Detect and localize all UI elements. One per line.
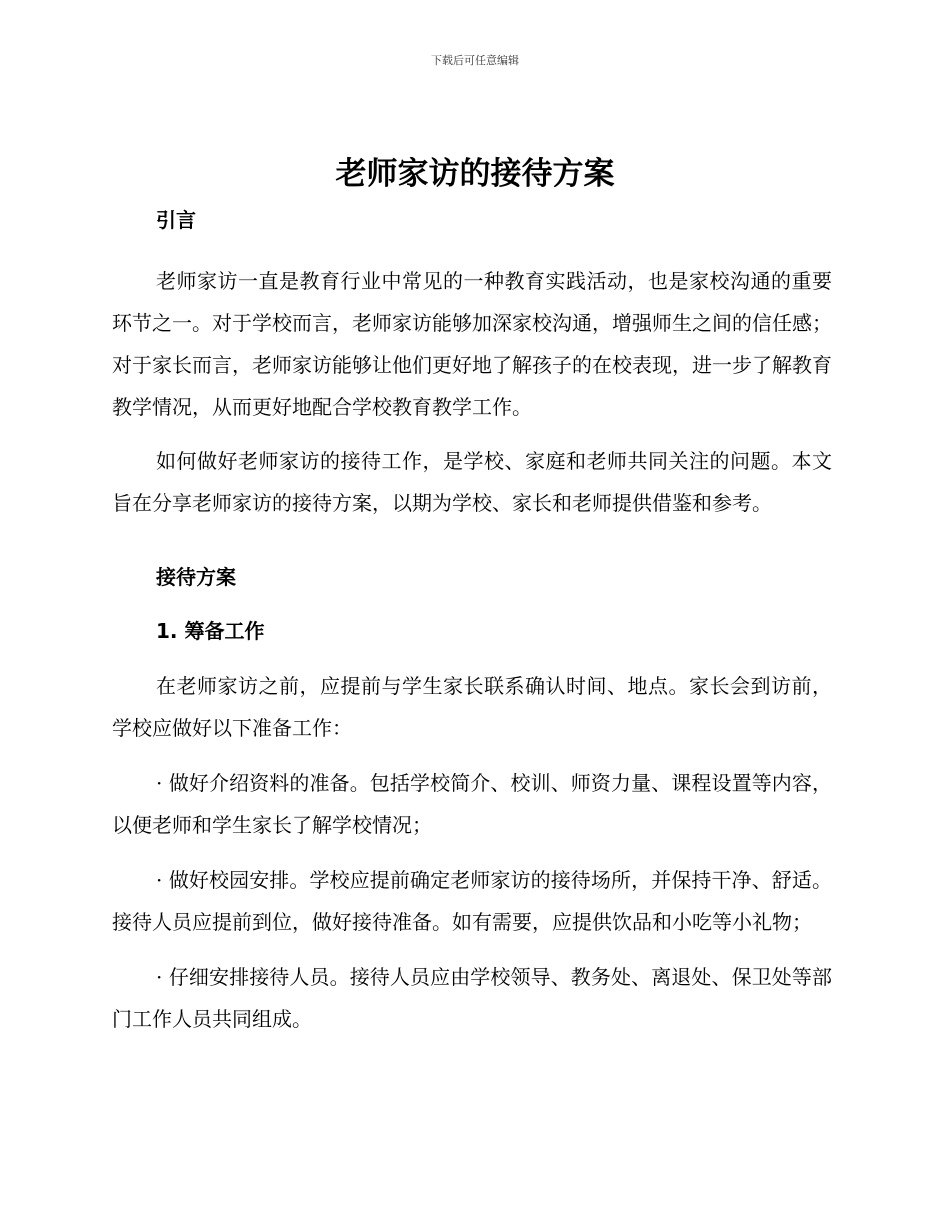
bullet-item: · 做好校园安排。学校应提前确定老师家访的接待场所，并保持干净、舒适。接待人员应提前到位，做好接待准备。如有需要，应提供饮品和小吃等小礼物； <box>112 868 832 934</box>
plan-heading: 接待方案 <box>156 565 236 589</box>
section-1-heading: 1. 筹备工作 <box>156 619 265 643</box>
intro-paragraph-2: 如何做好老师家访的接待工作，是学校、家庭和老师共同关注的问题。本文旨在分享老师家访的接待方案，以期为学校、家长和老师提供借鉴和参考。 <box>112 449 832 515</box>
document-body <box>112 200 832 1040</box>
section-1-paragraph: 在老师家访之前，应提前与学生家长联系确认时间、地点。家长会到访前，学校应做好以下准备工作： <box>112 674 832 740</box>
document-title: 老师家访的接待方案 <box>335 156 615 192</box>
bullet-item: · 做好介绍资料的准备。包括学校简介、校训、师资力量、课程设置等内容，以便老师和学生家长了解学校情况； <box>112 771 832 837</box>
page-header-note: 下载后可任意编辑 <box>431 54 519 67</box>
bullet-item: · 仔细安排接待人员。接待人员应由学校领导、教务处、离退处、保卫处等部门工作人员共同组成。 <box>112 965 832 1031</box>
intro-heading: 引言 <box>156 208 196 232</box>
intro-paragraph-1: 老师家访一直是教育行业中常见的一种教育实践活动，也是家校沟通的重要环节之一。对于学校而言，老师家访能够加深家校沟通，增强师生之间的信任感；对于家长而言，老师家访能够让他们更好地了解孩子的在校表现，进一步了解教育教学情况，从而更好地配合学校教育教学工作。 <box>112 269 832 419</box>
